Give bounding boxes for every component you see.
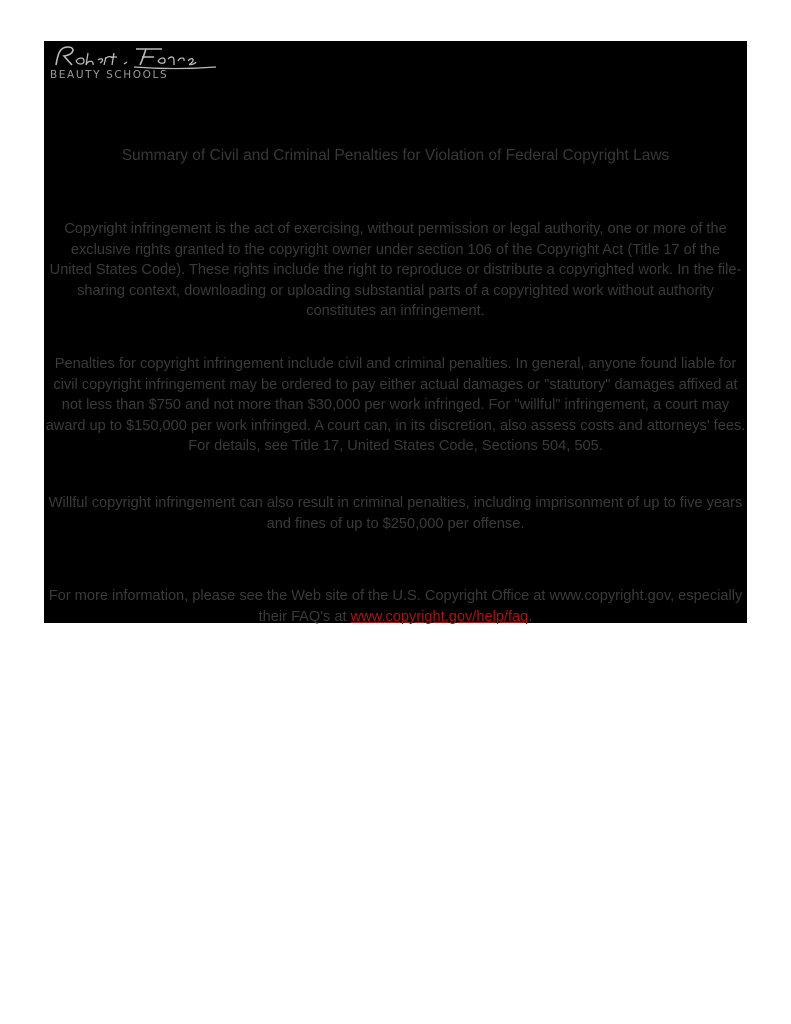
logo-subtitle: BEAUTY SCHOOLS bbox=[50, 69, 169, 81]
logo-script-mark bbox=[50, 43, 218, 71]
document-page bbox=[44, 41, 747, 623]
faq-link[interactable]: www.copyright.gov/help/faq bbox=[350, 608, 529, 625]
brand-logo bbox=[50, 43, 220, 85]
more-info-text: For more information, please see the Web site of the U.S. Copyright Office at www.copyright.gov, especially their FAQ's at bbox=[48, 588, 743, 625]
paragraph-more-info bbox=[44, 586, 747, 627]
more-info-suffix: . bbox=[528, 608, 533, 625]
paragraph-infringement-definition: Copyright infringement is the act of exercising, without permission or legal authority, one or more of the exclusive rights granted to the copyright owner under section 106 of the Copyright Act (Title 17 of the United States Code). These rights include the right to reproduce or distribute a copyrighted work. In the file-sharing context, downloading or uploading substantial parts of a copyrighted work without authority constitutes an infringement. bbox=[49, 221, 742, 320]
paragraph-criminal-penalties: Willful copyright infringement can also result in criminal penalties, including imprisonment of up to five years and fines of up to $250,000 per offense. bbox=[48, 495, 743, 532]
paragraph-penalties: Penalties for copyright infringement include civil and criminal penalties. In general, anyone found liable for civil copyright infringement may be ordered to pay either actual damages or "statutory" damages affixed at not less than $750 and not more than $30,000 per work infringed. For "willful" infringement, a court may award up to $150,000 per work infringed. A court can, in its discretion, also assess costs and attorneys' fees. For details, see Title 17, United States Code, Sections 504, 505. bbox=[45, 356, 746, 455]
document-title: Summary of Civil and Criminal Penalties for Violation of Federal Copyright Laws bbox=[121, 147, 670, 164]
